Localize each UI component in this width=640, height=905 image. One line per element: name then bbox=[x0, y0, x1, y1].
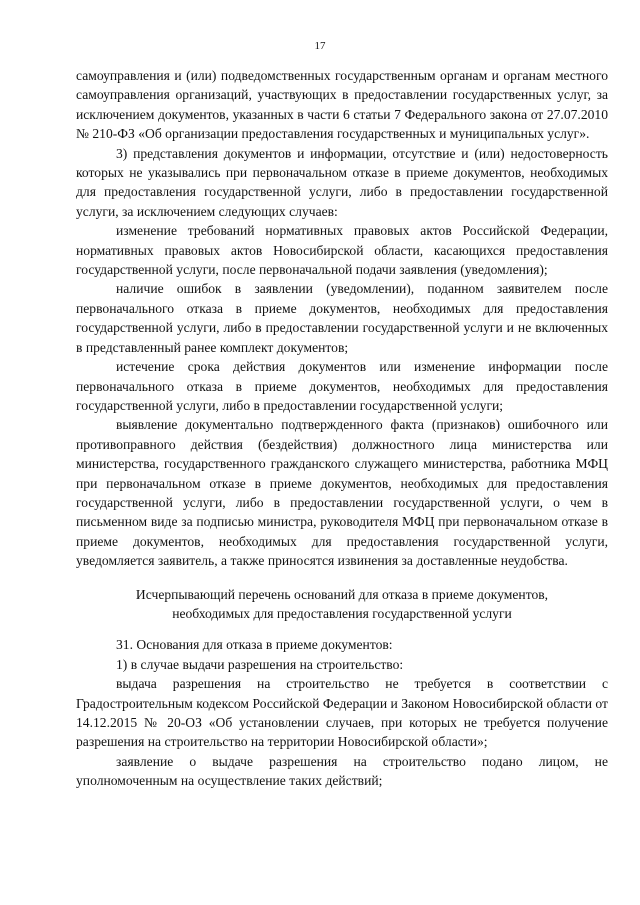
paragraph-continuation: самоуправления и (или) подведомственных государственным органам и органам местного самоуправления организаций, участвующих в предоставлении государственных услуг, за исключением документов, указанных в части 6 статьи 7 Федерального закона от 27.07.2010 № 210-ФЗ «Об организации предоставления государственных и муниципальных услуг». bbox=[76, 68, 608, 142]
paragraph-case-wrongful-action: выявление документально подтвержденного факта (признаков) ошибочного или противоправного действия (бездействия) должностного лица министерства или министерства, государственного гражданского служащего министерства, работника МФЦ при первоначальном отказе в приеме документов, необходимых для предоставления государственной услуги, либо в предоставлении государственной услуги, о чем в письменном виде за подписью министра, руководителя МФЦ при первоначальном отказе в приеме документов, необходимых для предоставления государственной услуги, уведомляется заявитель, а также приносятся извинения за доставленные неудобства. bbox=[76, 417, 608, 569]
page-number: 17 bbox=[314, 40, 326, 52]
section-heading bbox=[76, 585, 608, 624]
section-heading-line-1: Исчерпывающий перечень оснований для отказа в приеме документов, bbox=[135, 586, 549, 602]
paragraph-permit-not-required: выдача разрешения на строительство не требуется в соответствии с Градостроительным кодексом Российской Федерации и Законом Новосибирской области от 14.12.2015 № 20-ОЗ «Об установлении случаев, при которых не требуется получение разрешения на строительство на территории Новосибирской области»; bbox=[76, 676, 608, 750]
paragraph-31-item-1: 1) в случае выдачи разрешения на строительство: bbox=[116, 656, 404, 672]
paragraph-case-requirements-change: изменение требований нормативных правовых актов Российской Федерации, нормативных правовых актов Новосибирской области, касающихся предоставления государственной услуги, после первоначальной подачи заявления (уведомления); bbox=[76, 223, 608, 278]
paragraph-case-errors: наличие ошибок в заявлении (уведомлении), поданном заявителем после первоначального отказа в приеме документов, необходимых для предоставления государственной услуги, либо в предоставлении государственной услуги и не включенных в представленный ранее комплект документов; bbox=[76, 281, 608, 355]
document-body bbox=[76, 66, 608, 791]
paragraph-unauthorized-applicant: заявление о выдаче разрешения на строительство подано лицом, не уполномоченным на осуществление таких действий; bbox=[76, 753, 608, 789]
paragraph-case-expiry: истечение срока действия документов или изменение информации после первоначального отказа в приеме документов, необходимых для предоставления государственной услуги, либо в предоставлении государственной услуги; bbox=[76, 359, 608, 413]
section-heading-line-2: необходимых для предоставления государственной услуги bbox=[172, 605, 512, 621]
paragraph-31: 31. Основания для отказа в приеме документов: bbox=[116, 637, 393, 653]
paragraph-item-3: 3) представления документов и информации, отсутствие и (или) недостоверность которых не указывались при первоначальном отказе в приеме документов, необходимых для предоставления государственной услуги, либо в предоставлении государственной услуги, за исключением следующих случаев: bbox=[76, 145, 608, 219]
